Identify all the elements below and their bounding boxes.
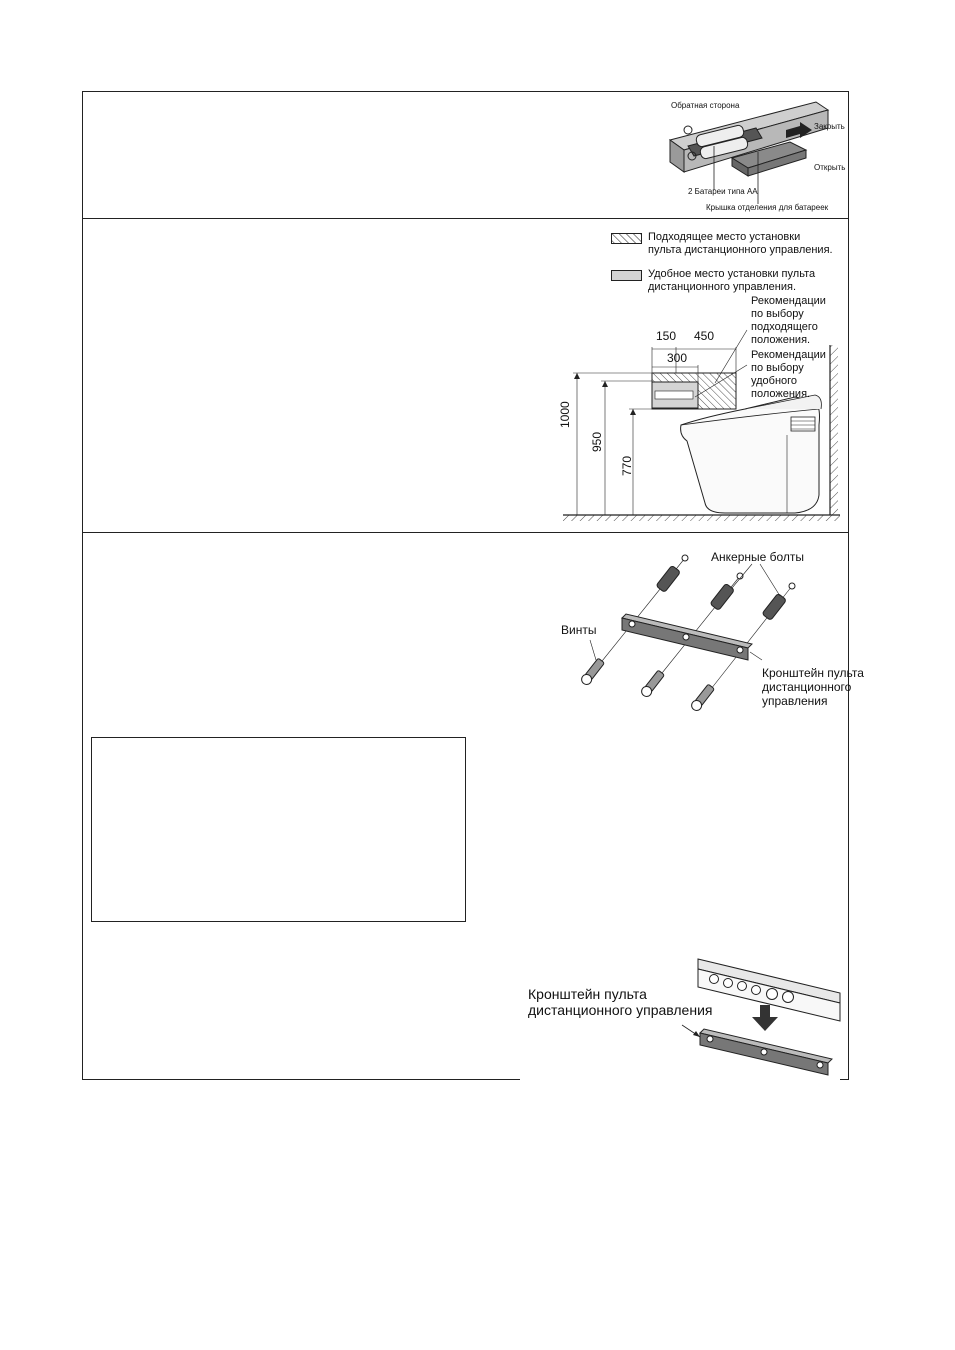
label-screws: Винты [561, 623, 597, 637]
label-recommend-suitable: Рекомендации по выбору подходящего положения. [751, 295, 826, 346]
legend-suitable-label: Подходящее место установки пульта дистанционного управления. [648, 231, 833, 256]
dimension-300: 300 [667, 351, 688, 365]
dimension-1000: 1000 [558, 401, 572, 428]
dimension-950: 950 [590, 431, 604, 452]
label-recommend-convenient: Рекомендации по выбору удобного положения. [751, 349, 826, 400]
label-batteries: 2 Батареи типа АА [688, 187, 758, 196]
note-box [91, 737, 466, 922]
legend-hatch-swatch [611, 233, 642, 244]
remote-mounting-illustration [680, 955, 840, 1083]
label-close: Закрыть [814, 122, 845, 131]
section-divider-1 [82, 218, 849, 219]
label-open: Открыть [814, 163, 846, 172]
legend-convenient-label: Удобное место установки пульта дистанционного управления. [648, 268, 816, 293]
label-cover: Крышка отделения для батареек [706, 203, 829, 212]
dimension-450: 450 [694, 329, 715, 343]
dimension-770: 770 [620, 455, 634, 476]
legend-gray-swatch [611, 270, 642, 281]
label-anchor-bolts: Анкерные болты [711, 550, 805, 564]
section-divider-2 [82, 532, 849, 533]
label-bracket-mount: Кронштейн пульта дистанционного управления [528, 986, 713, 1018]
label-bracket: Кронштейн пульта дистанционного управления [762, 666, 864, 708]
dimension-150: 150 [656, 329, 677, 343]
label-back-side: Обратная сторона [671, 101, 740, 110]
